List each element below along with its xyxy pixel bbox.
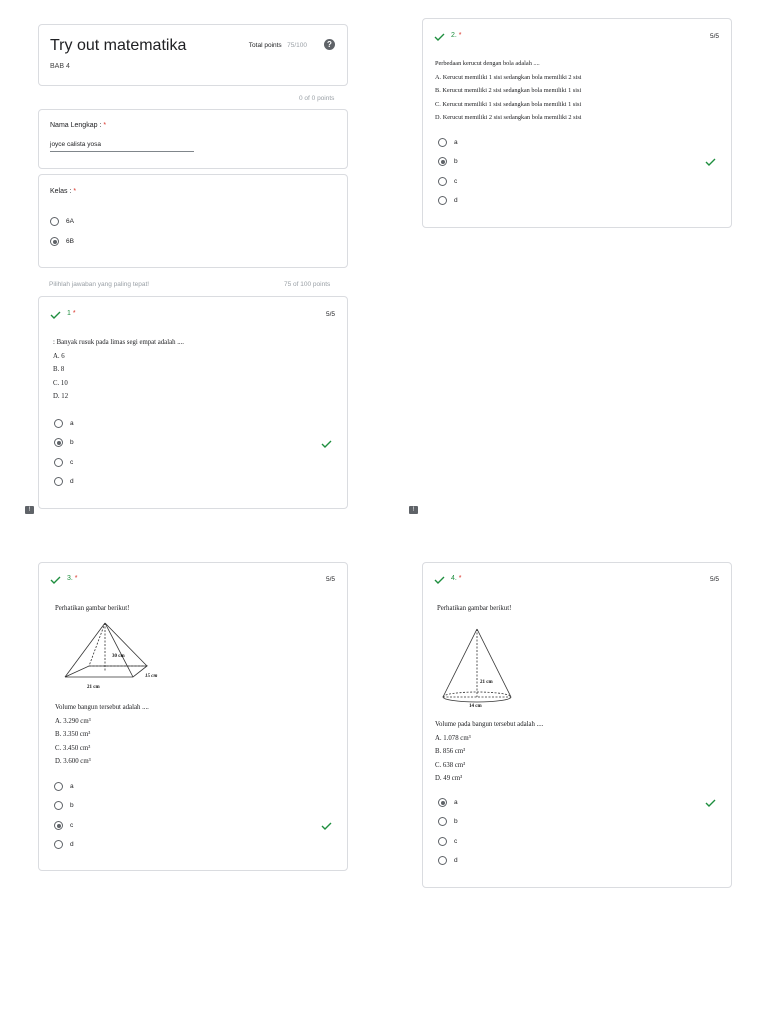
option-label-a: a — [454, 799, 458, 806]
class-label: Kelas : — [50, 188, 72, 195]
name-label: Nama Lengkap : — [50, 122, 102, 129]
radio-option-b[interactable] — [54, 801, 63, 810]
name-question-card — [38, 109, 348, 169]
question-score-1: 5/5 — [325, 311, 335, 318]
figure-label-length: 21 cm — [87, 685, 100, 690]
name-answer: joyce calista yosa — [50, 141, 101, 148]
option-label-a: a — [70, 783, 74, 790]
total-points-label: Total points — [248, 42, 282, 49]
option-label-6a: 6A — [66, 218, 74, 225]
cone-figure — [439, 625, 519, 709]
radio-option-d[interactable] — [54, 840, 63, 849]
required-asterisk: * — [103, 122, 107, 129]
section0-points: 0 of 0 points — [299, 95, 335, 102]
radio-option-a[interactable] — [438, 138, 447, 147]
question-number-3: 3. * — [67, 575, 78, 582]
option-label-6b: 6B — [66, 238, 74, 245]
radio-option-d[interactable] — [54, 477, 63, 486]
option-label-c: c — [454, 838, 458, 845]
radio-option-c[interactable] — [54, 458, 63, 467]
option-label-a: a — [70, 420, 74, 427]
question-score-2: 5/5 — [709, 33, 719, 40]
check-icon — [705, 799, 716, 807]
question-score-3: 5/5 — [325, 576, 335, 583]
option-label-c: c — [454, 178, 458, 185]
question-text-2: Perbedaan kerucut dengan bola adalah .... A. Kerucut memiliki 1 sisi sedangkan bola memiliki 2 sisi B. Kerucut memiliki 2 sisi sedangkan bola memiliki 1 sisi C. Kerucut memiliki 1 sisi sedangkan bola memiliki 1 sisi D. Kerucut memiliki 2 sisi sedangkan bola memiliki 2 sisi — [435, 60, 582, 121]
question-score-4: 5/5 — [709, 576, 719, 583]
question-card-1 — [38, 296, 348, 509]
question-intro-4: Perhatikan gambar berikut! — [437, 605, 512, 612]
figure-label-diameter: 14 cm — [469, 704, 482, 709]
name-underline — [50, 151, 194, 152]
question-text-1: : Banyak rusuk pada limas segi empat adalah .... A. 6 B. 8 C. 10 D. 12 — [53, 339, 184, 400]
option-label-b: b — [454, 818, 458, 825]
form-header-card — [38, 24, 348, 86]
radio-option-c[interactable] — [54, 821, 63, 830]
question-card-4 — [422, 562, 732, 888]
help-icon[interactable]: ? — [324, 39, 335, 50]
radio-option-b[interactable] — [54, 438, 63, 447]
figure-label-height: 21 cm — [480, 680, 493, 685]
class-label-row — [50, 188, 76, 195]
option-label-d: d — [454, 197, 458, 204]
check-icon — [705, 158, 716, 166]
option-label-b: b — [70, 802, 74, 809]
question-number-1: 1 * — [67, 310, 76, 317]
question-card-2 — [422, 18, 732, 228]
check-icon — [50, 311, 61, 319]
pyramid-figure — [59, 619, 169, 691]
radio-option-a[interactable] — [438, 798, 447, 807]
radio-option-a[interactable] — [54, 419, 63, 428]
feedback-icon[interactable]: ! — [25, 506, 34, 514]
radio-option-d[interactable] — [438, 196, 447, 205]
radio-option-6b[interactable] — [50, 237, 59, 246]
check-icon — [434, 33, 445, 41]
figure-label-width: 15 cm — [145, 674, 158, 679]
option-label-b: b — [454, 158, 458, 165]
option-label-c: c — [70, 459, 74, 466]
radio-option-b[interactable] — [438, 157, 447, 166]
question-text-3: Volume bangun tersebut adalah .... A. 3.290 cm³ B. 3.350 cm³ C. 3.450 cm³ D. 3.600 cm³ — [55, 704, 149, 765]
form-subtitle: BAB 4 — [50, 63, 70, 70]
option-label-b: b — [70, 439, 74, 446]
option-label-a: a — [454, 139, 458, 146]
radio-option-d[interactable] — [438, 856, 447, 865]
name-label-row — [50, 122, 106, 129]
radio-option-6a[interactable] — [50, 217, 59, 226]
radio-option-a[interactable] — [54, 782, 63, 791]
figure-label-height: 30 cm — [112, 654, 125, 659]
option-label-d: d — [70, 478, 74, 485]
radio-option-c[interactable] — [438, 837, 447, 846]
class-question-card — [38, 174, 348, 268]
question-text-4: Volume pada bangun tersebut adalah .... A. 1.078 cm³ B. 856 cm³ C. 638 cm³ D. 49 cm³ — [435, 721, 544, 782]
option-label-c: c — [70, 822, 74, 829]
check-icon — [50, 576, 61, 584]
form-title: Try out matematika — [50, 37, 187, 54]
required-asterisk: * — [73, 188, 77, 195]
question-intro-3: Perhatikan gambar berikut! — [55, 605, 130, 612]
total-points-value: 75/100 — [287, 42, 307, 49]
radio-option-b[interactable] — [438, 817, 447, 826]
radio-option-c[interactable] — [438, 177, 447, 186]
check-icon — [321, 440, 332, 448]
question-number-2: 2. * — [451, 32, 462, 39]
option-label-d: d — [454, 857, 458, 864]
check-icon — [434, 576, 445, 584]
check-icon — [321, 822, 332, 830]
question-card-3 — [38, 562, 348, 871]
section-description: Pilihlah jawaban yang paling tepat! — [49, 281, 150, 288]
total-points — [249, 42, 307, 49]
feedback-icon[interactable]: ! — [409, 506, 418, 514]
question-number-4: 4. * — [451, 575, 462, 582]
section1-points: 75 of 100 points — [284, 281, 331, 288]
option-label-d: d — [70, 841, 74, 848]
